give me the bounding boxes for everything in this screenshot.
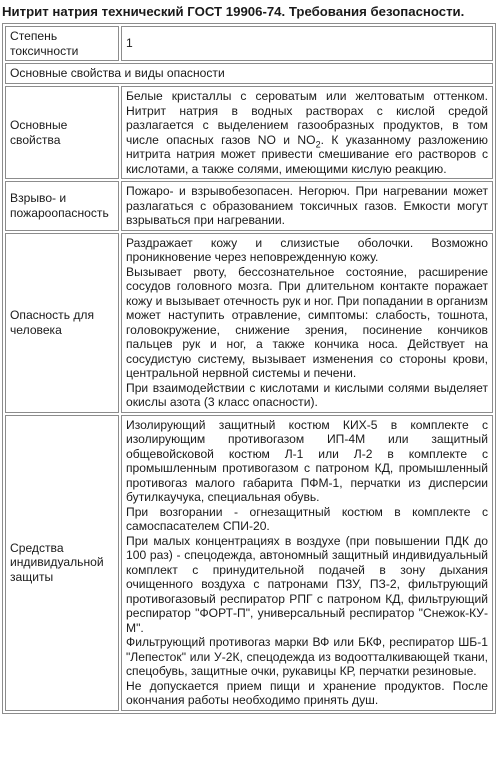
properties-subscript: 2 bbox=[315, 138, 321, 149]
properties-text: Белые кристаллы с сероватым или желтоватым оттенком. Нитрит натрия в водных растворах с кислой средой разлагается с выделением газообразных продуктов, в том числе опасных газов NO и NO bbox=[126, 89, 488, 147]
table-row-human bbox=[5, 233, 493, 413]
toxicity-value: 1 bbox=[121, 26, 493, 61]
table-row-toxicity bbox=[5, 26, 493, 61]
ppe-value bbox=[121, 415, 493, 711]
human-label: Опасность для человека bbox=[5, 233, 119, 413]
ppe-paragraph-1: Изолирующий защитный костюм КИХ-5 в комплекте с изолирующим противогазом ИП-4М или защитный общевойсковой костюм Л-1 или Л-2 в комплекте с промышленным противогазом с патроном КД, промышленный противогаз малого габарита ПФМ-1, перчатки из дисперсии бутилкаучука, специальная обувь. bbox=[126, 417, 488, 504]
safety-table bbox=[2, 23, 496, 714]
ppe-paragraph-3: При малых концентрациях в воздухе (при повышении ПДК до 100 раз) - спецодежда, автономный защитный индивидуальный комплект с принудительной подачей в зону дыхания очищенного воздуха с патронами ПЗУ, ПЗ-2, фильтрующий противогазовый респиратор РПГ с патроном КД, фильтрующий респиратор "ФОРТ-П", универсальный респиратор "Снежок-КУ-М". bbox=[126, 533, 488, 635]
section-header: Основные свойства и виды опасности bbox=[5, 63, 493, 84]
human-paragraph-1: Раздражает кожу и слизистые оболочки. Возможно проникновение через неповрежденную кожу. bbox=[126, 235, 488, 264]
table-row-fire bbox=[5, 181, 493, 231]
human-value bbox=[121, 233, 493, 413]
ppe-label: Средства индивидуальной защиты bbox=[5, 415, 119, 711]
fire-label: Взрыво- и пожароопасность bbox=[5, 181, 119, 231]
human-paragraph-3: При взаимодействии с кислотами и кислыми солями выделяет окислы азота (3 класс опасности). bbox=[126, 380, 488, 409]
toxicity-label: Степень токсичности bbox=[5, 26, 119, 61]
properties-value bbox=[121, 86, 493, 179]
ppe-paragraph-5: Не допускается прием пищи и хранение продуктов. После окончания работы необходимо принять душ. bbox=[126, 678, 488, 707]
fire-value: Пожаро- и взрывобезопасен. Негорюч. При нагревании может разлагаться с образованием токсичных газов. Емкости могут взрываться при нагревании. bbox=[121, 181, 493, 231]
properties-label: Основные свойства bbox=[5, 86, 119, 179]
table-row-section-header bbox=[5, 63, 493, 84]
ppe-paragraph-4: Фильтрующий противогаз марки ВФ или БКФ, респиратор ШБ-1 "Лепесток" или У-2К, спецодежда из водоотталкивающей ткани, спецобувь, защитные очки, рукавицы КР, перчатки резиновые. bbox=[126, 635, 488, 678]
table-row-properties bbox=[5, 86, 493, 179]
table-row-ppe bbox=[5, 415, 493, 711]
page-title: Нитрит натрия технический ГОСТ 19906-74. Требования безопасности. bbox=[2, 4, 465, 19]
ppe-paragraph-2: При возгорании - огнезащитный костюм в комплекте с самоспасателем СПИ-20. bbox=[126, 504, 488, 533]
properties-text-end: . К указанному разложению нитрита натрия может привести смешивание его растворов с кислотами, а также солями, имеющими кислую реакцию. bbox=[126, 132, 489, 176]
human-paragraph-2: Вызывает рвоту, бессознательное состояние, расширение сосудов головного мозга. При длительном контакте поражает кожу и вызывает отечность рук и ног. При попадании в организм может наступить отравление, симптомы: слабость, тошнота, головокружение, снижение зрения, посинение кончиков пальцев рук и ног, а также кончика носа. Действует на сосудистую систему, вызывает изменения со стороны крови, центральной нервной системы и печени. bbox=[126, 264, 488, 380]
